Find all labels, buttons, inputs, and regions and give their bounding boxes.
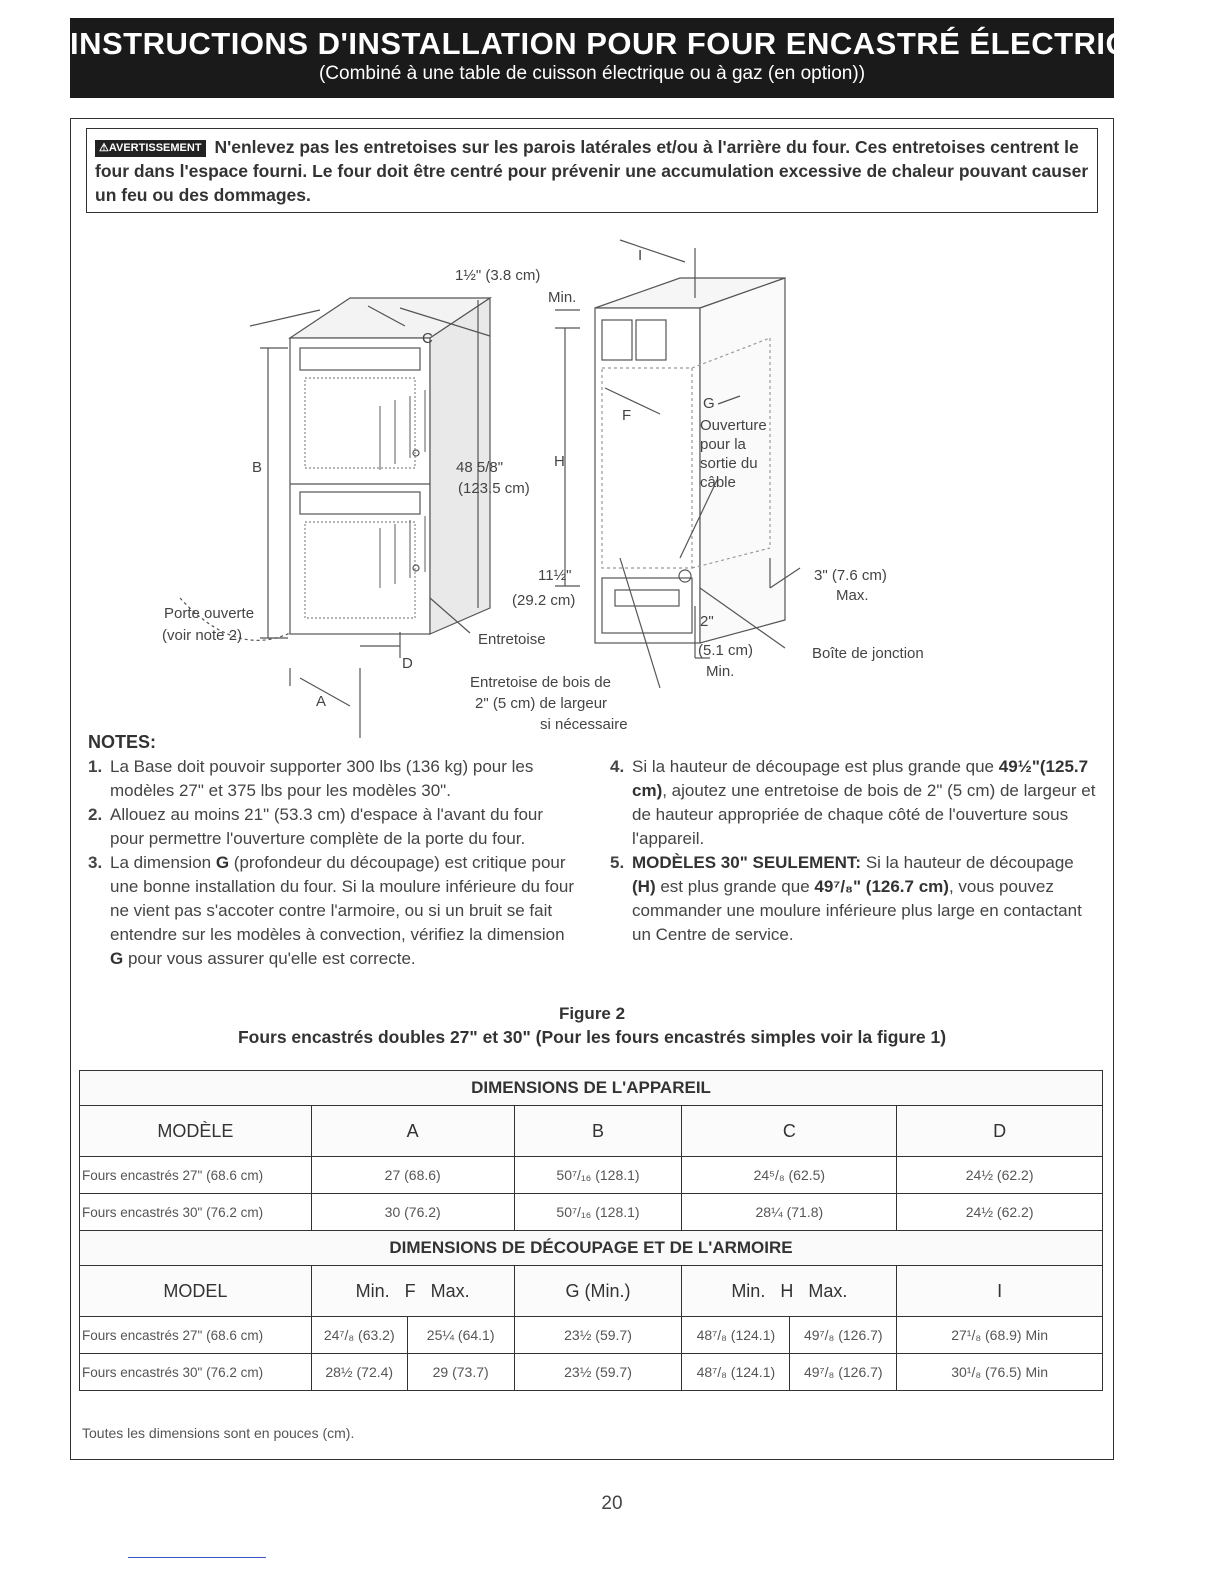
row-model: Fours encastrés 27" (68.6 cm): [80, 1317, 312, 1354]
base-3: Min.: [706, 663, 735, 680]
note-5-part: , vous pouvez commander une moulure inférieure plus large en contactant un Centre de service.: [632, 877, 1082, 944]
cell-h-max: 49⁷/₈ (126.7): [790, 1354, 897, 1391]
page-number: 20: [601, 1493, 623, 1514]
wood-label-2: 2" (5 cm) de largeur: [475, 695, 608, 712]
label-c: C: [422, 330, 433, 347]
figure-number: Figure 2: [558, 1004, 626, 1023]
cell-a: 30 (76.2): [311, 1194, 514, 1231]
label-b: B: [252, 459, 263, 476]
note-1: [88, 755, 578, 803]
dim-bottom-1: 11½": [538, 567, 572, 584]
dim-height-2: (123.5 cm): [458, 480, 530, 497]
col-header-g: G (Min.): [514, 1266, 682, 1317]
cell-b: 50⁷/₁₆ (128.1): [514, 1157, 682, 1194]
table-row: [80, 1317, 1103, 1354]
note-5-bold: MODÈLES 30" SEULEMENT:: [632, 853, 862, 872]
col-header-b: B: [514, 1106, 682, 1157]
notes-right: [610, 755, 1100, 947]
dim-height-1: 48 5/8": [456, 459, 504, 476]
col-header-model: MODEL: [80, 1266, 312, 1317]
table-row: [80, 1157, 1103, 1194]
cell-c: 24⁵/₈ (62.5): [682, 1157, 897, 1194]
page-banner: [70, 18, 1175, 98]
row-model: Fours encastrés 30" (76.2 cm): [80, 1354, 312, 1391]
note-2: [88, 803, 578, 851]
dim-top-1: 1½" (3.8 cm): [455, 267, 541, 284]
cell-b: 50⁷/₁₆ (128.1): [514, 1194, 682, 1231]
note-4: [610, 755, 1100, 851]
base-2: (5.1 cm): [698, 642, 754, 659]
opening-2: pour la: [700, 436, 746, 453]
cell-f-min: 24⁷/₈ (63.2): [311, 1317, 407, 1354]
label-h: H: [554, 453, 565, 470]
note-3-dim-g: G: [215, 853, 230, 872]
label-g: G: [703, 395, 715, 412]
note-5-bold: (H): [632, 877, 656, 896]
note-5: [610, 851, 1100, 947]
label-i: I: [638, 247, 643, 264]
col-header-f: Min. F Max.: [311, 1266, 514, 1317]
note-5-bold: 49⁷/₈" (126.7 cm): [814, 877, 949, 896]
cell-a: 27 (68.6): [311, 1157, 514, 1194]
table-footnote: Toutes les dimensions sont en pouces (cm).: [82, 1425, 355, 1441]
note-2-number: 2.: [88, 805, 103, 824]
note-5-part: Si la hauteur de découpage: [861, 853, 1074, 872]
figure-caption: Fours encastrés doubles 27" et 30" (Pour les fours encastrés simples voir la figure 1): [237, 1027, 947, 1047]
warning-box: [86, 128, 1098, 213]
wood-label-3: si nécessaire: [540, 716, 628, 733]
notes-left: [88, 755, 578, 971]
table-row: [80, 1194, 1103, 1231]
warning-text: N'enlevez pas les entretoises sur les parois latérales et/ou à l'arrière du four. Ces entretoises centrent le four dans l'espace fourni. Le four doit être centré pour prévenir une accumulation excessive de chaleur pouvant causer un feu ou des dommages.: [95, 137, 1089, 205]
row-model: Fours encastrés 30" (76.2 cm): [80, 1194, 312, 1231]
note-1-text: La Base doit pouvoir supporter 300 lbs (136 kg) pour les modèles 27" et 375 lbs pour les modèles 30".: [110, 757, 534, 800]
cell-g-min: 23½ (59.7): [514, 1354, 682, 1391]
warning-badge: ⚠AVERTISSEMENT: [95, 140, 206, 157]
note-3: [88, 851, 578, 971]
note-1-number: 1.: [88, 757, 103, 776]
notes-heading: NOTES:: [88, 732, 157, 752]
opening-3: sortie du: [700, 455, 758, 472]
col-header-a: A: [311, 1106, 514, 1157]
gap-2: Max.: [836, 587, 869, 604]
cell-f-min: 28½ (72.4): [311, 1354, 407, 1391]
cell-f-max: 25¼ (64.1): [407, 1317, 514, 1354]
note-5-text: [632, 851, 1100, 947]
label-f: F: [622, 407, 632, 424]
cell-h-min: 48⁷/₈ (124.1): [682, 1354, 790, 1391]
col-header-i: I: [897, 1266, 1103, 1317]
note-3-number: 3.: [88, 853, 103, 872]
label-d: D: [402, 655, 413, 672]
spacer-label: Entretoise: [478, 631, 546, 648]
cell-c: 28¼ (71.8): [682, 1194, 897, 1231]
cell-d: 24½ (62.2): [897, 1157, 1103, 1194]
note-4-number: 4.: [610, 757, 625, 776]
opening-4: câble: [700, 474, 736, 491]
col-header-model: MODÈLE: [80, 1106, 312, 1157]
note-2-text: Allouez au moins 21" (53.3 cm) d'espace à l'avant du four pour permettre l'ouverture complète de la porte du four.: [110, 805, 544, 848]
row-model: Fours encastrés 27" (68.6 cm): [80, 1157, 312, 1194]
cell-i: 27¹/₈ (68.9) Min: [897, 1317, 1103, 1354]
page-subtitle: (Combiné à une table de cuisson électrique ou à gaz (en option)): [318, 63, 866, 84]
note-3-part: La dimension: [110, 853, 216, 872]
cell-d: 24½ (62.2): [897, 1194, 1103, 1231]
gap-1: 3" (7.6 cm): [814, 567, 887, 584]
page-title: INSTRUCTIONS D'INSTALLATION POUR FOUR ENCASTRÉ ÉLECTRIQUE: [70, 26, 1175, 61]
note-3-part: pour vous assurer qu'elle est correcte.: [123, 949, 416, 968]
footer-rule: [128, 1557, 266, 1558]
table-row: [80, 1354, 1103, 1391]
junction-label: Boîte de jonction: [812, 645, 924, 662]
label-a: A: [316, 693, 327, 710]
note-5-number: 5.: [610, 853, 625, 872]
col-header-h: Min. H Max.: [682, 1266, 897, 1317]
opening-1: Ouverture: [700, 417, 767, 434]
note-4-part: , ajoutez une entretoise de bois de 2" (5 cm) de largeur et de hauteur appropriée de chaque côté de l'ouverture sous l'appareil.: [632, 781, 1096, 848]
door-note-2: (voir note 2): [162, 627, 243, 644]
note-3-dim-g: G: [110, 949, 124, 968]
cell-g-min: 23½ (59.7): [514, 1317, 682, 1354]
note-4-bold: 49½"(125.7 cm): [632, 757, 1089, 800]
note-4-text: [632, 755, 1100, 851]
section-cutout-dimensions: DIMENSIONS DE DÉCOUPAGE ET DE L'ARMOIRE: [80, 1231, 1103, 1266]
col-header-c: C: [682, 1106, 897, 1157]
note-3-text: [110, 851, 578, 971]
dim-top-2: Min.: [548, 289, 577, 306]
cell-h-min: 48⁷/₈ (124.1): [682, 1317, 790, 1354]
dim-bottom-2: (29.2 cm): [512, 592, 576, 609]
cell-i: 30¹/₈ (76.5) Min: [897, 1354, 1103, 1391]
base-1: 2": [700, 613, 714, 630]
dimensions-table: [79, 1070, 1103, 1391]
note-5-part: est plus grande que: [655, 877, 815, 896]
note-3-part: (profondeur du découpage) est critique pour une bonne installation du four. Si la moulure inférieure du four ne vient pas s'accoter contre l'armoire, ou si un bruit se fait entendre sur les modèles à convection, vérifiez la dimension: [110, 853, 575, 944]
col-header-d: D: [897, 1106, 1103, 1157]
note-4-part: Si la hauteur de découpage est plus grande que: [632, 757, 999, 776]
section-appliance-dimensions: DIMENSIONS DE L'APPAREIL: [80, 1071, 1103, 1106]
cell-h-max: 49⁷/₈ (126.7): [790, 1317, 897, 1354]
installation-diagram: [140, 228, 970, 738]
cell-f-max: 29 (73.7): [407, 1354, 514, 1391]
wood-label-1: Entretoise de bois de: [470, 674, 611, 691]
door-note-1: Porte ouverte: [164, 605, 255, 622]
